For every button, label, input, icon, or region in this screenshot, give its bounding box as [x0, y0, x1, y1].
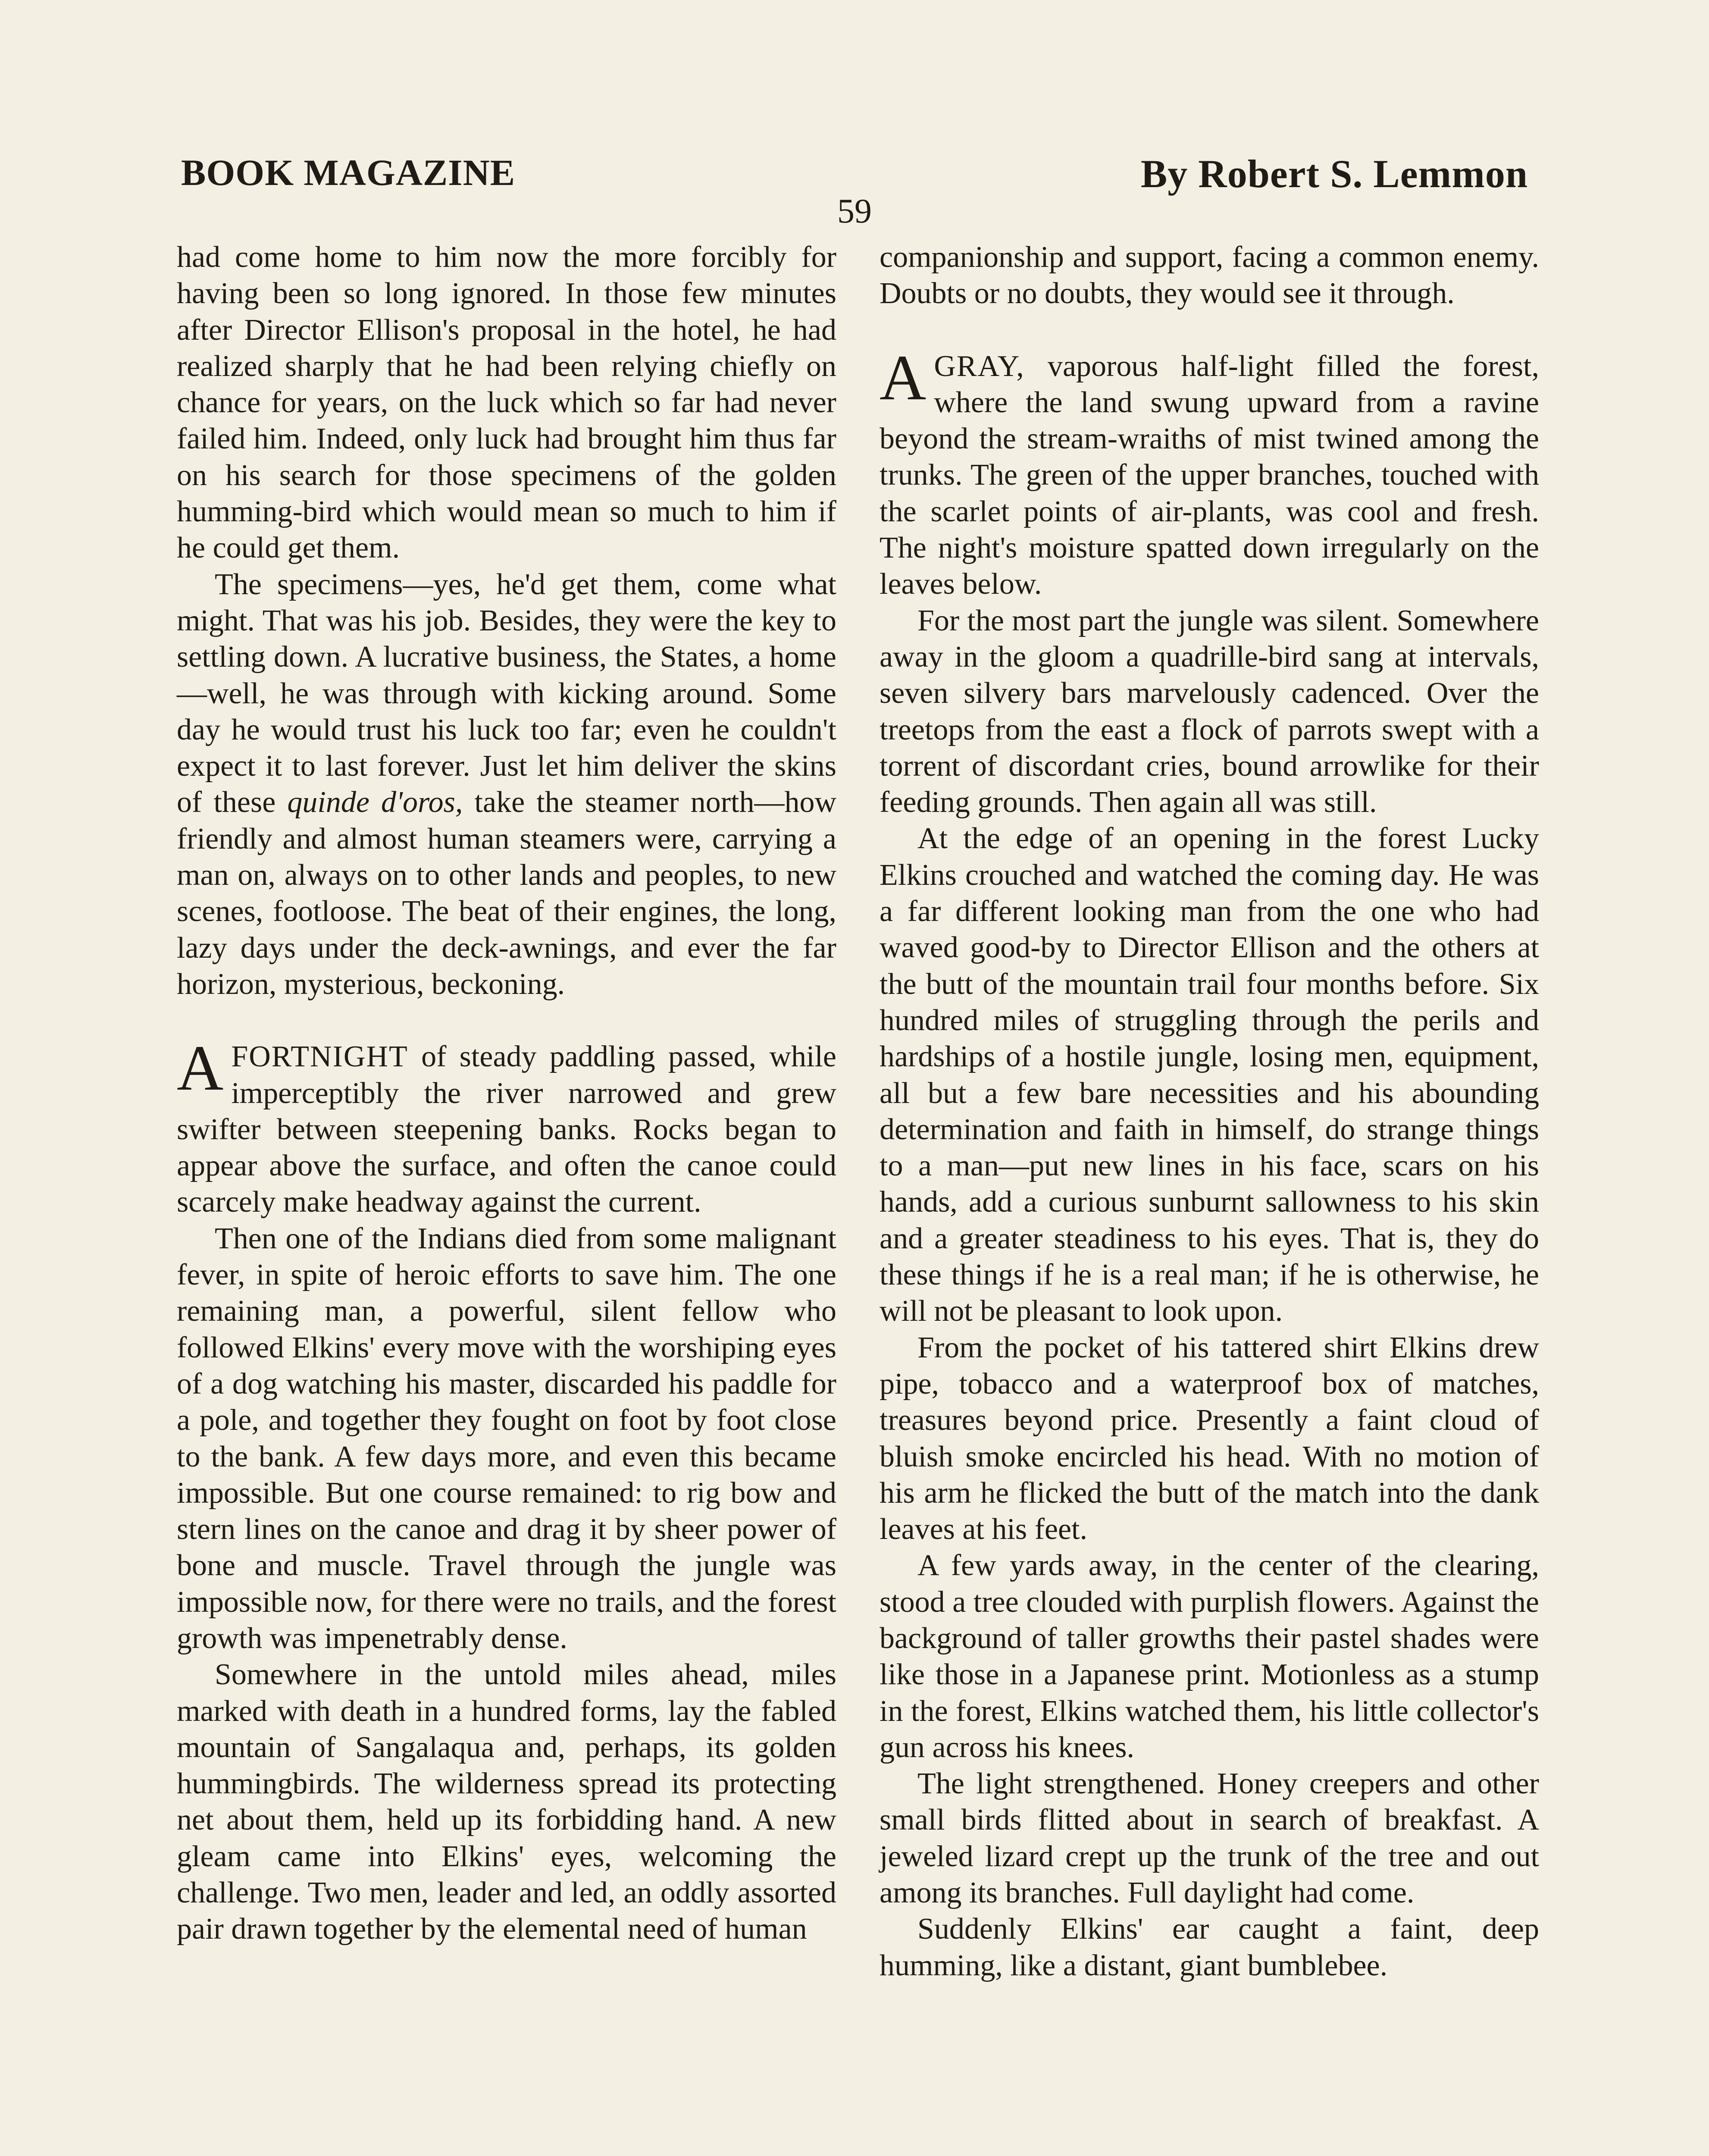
right-column [880, 239, 1539, 1984]
paragraph: For the most part the jungle was silent. Somewhere away in the gloom a quadrille-bird sang at intervals, seven silvery bars marvelously cadenced. Over the treetops from the east a flock of parrots swept with a torrent of discordant cries, bound arrowlike for their feeding grounds. Then again all was still. [880, 604, 1539, 819]
header-right: By Robert S. Lemmon [1140, 152, 1528, 196]
italic-phrase: quinde d'oros, [287, 786, 463, 819]
left-column [177, 239, 836, 1948]
paragraph: From the pocket of his tattered shirt Elkins drew pipe, tobacco and a waterproof box of matches, treasures beyond price. Presently a faint cloud of bluish smoke encircled his head. With no motion of his arm he flicked the butt of the match into the dank leaves at his feet. [880, 1331, 1539, 1546]
page-number: 59 [837, 192, 872, 230]
paragraph: Suddenly Elkins' ear caught a faint, deep humming, like a distant, giant bumblebee. [880, 1912, 1539, 1982]
paragraph: Then one of the Indians died from some malignant fever, in spite of heroic efforts to save him. The one remaining man, a powerful, silent fellow who followed Elkins' every move with the worshiping eyes of a dog watching his master, discarded his paddle for a pole, and together they fought on foot by foot close to the bank. A few days more, and even this became impossible. But one course remained: to rig bow and stern lines on the canoe and drag it by sheer power of bone and muscle. Travel through the jungle was impossible now, for there were no trails, and the forest growth was impenetrably dense. [177, 1222, 836, 1655]
paragraph: The light strengthened. Honey creepers and other small birds flitted about in search of breakfast. A jeweled lizard crept up the trunk of the tree and out among its branches. Full daylight had come. [880, 1767, 1539, 1910]
section-paragraph: AFORTNIGHT of steady paddling passed, while imperceptibly the river narrowed and grew swifter between steepening banks. Rocks began to appear above the surface, and often the canoe could scarcely make headway against the current. [177, 1032, 836, 1219]
paragraph: companionship and support, facing a common enemy. Doubts or no doubts, they would see it through. [880, 241, 1539, 310]
paragraph: Somewhere in the untold miles ahead, miles marked with death in a hundred forms, lay the fabled mountain of Sangalaqua and, perhaps, its golden hummingbirds. The wilderness spread its protecting net about them, held up its forbidding hand. A new gleam came into Elkins' eyes, welcoming the challenge. Two men, leader and led, an oddly assorted pair drawn together by the elemental need of human [177, 1658, 836, 1946]
header-left: BOOK MAGAZINE [181, 152, 516, 193]
section-paragraph: AGRAY, vaporous half-light filled the forest, where the land swung upward from a ravine beyond the stream-wraiths of mist twined among the trunks. The green of the upper branches, touched with the scarlet points of air-plants, was cool and fresh. The night's moisture spatted down irregularly on the leaves below. [880, 342, 1539, 601]
paragraph: At the edge of an opening in the forest Lucky Elkins crouched and watched the coming day. He was a far different looking man from the one who had waved good-by to Director Ellison and the others at the butt of the mountain trail four months before. Six hundred miles of struggling through the perils and hardships of a hostile jungle, losing men, equipment, all but a few bare necessities and his abounding determination and faith in himself, do strange things to a man—put new lines in his face, scars on his hands, add a curious sunburnt sallowness to his skin and a greater steadiness to his eyes. That is, they do these things if he is a real man; if he is otherwise, he will not be pleasant to look upon. [880, 822, 1539, 1328]
drop-cap: A [880, 342, 926, 414]
paragraph: The specimens—yes, he'd get them, come what might. That was his job. Besides, they were the key to settling down. A lucrative business, the States, a home—well, he was through with kicking around. Some day he would trust his luck too far; even he couldn't expect it to last forever. Just let him deliver the skins of these quinde d'oros, take the steamer north—how friendly and almost human steamers were, carrying a man on, always on to other lands and peoples, to new scenes, footloose. The beat of their engines, the long, lazy days under the deck-awnings, and ever the far horizon, mysterious, beckoning. [177, 567, 837, 1001]
paragraph: had come home to him now the more forcibly for having been so long ignored. In those few minutes after Director Ellison's proposal in the hotel, he had realized sharply that he had been relying chiefly on chance for years, on the luck which so far had never failed him. Indeed, only luck had brought him thus far on his search for those specimens of the golden humming-bird which would mean so much to him if he could get them. [177, 241, 836, 565]
drop-cap: A [177, 1032, 224, 1104]
paragraph: A few yards away, in the center of the clearing, stood a tree clouded with purplish flowers. Against the background of taller growths their pastel shades were like those in a Japanese print. Motionless as a stump in the forest, Elkins watched them, his little collector's gun across his knees. [880, 1549, 1539, 1764]
